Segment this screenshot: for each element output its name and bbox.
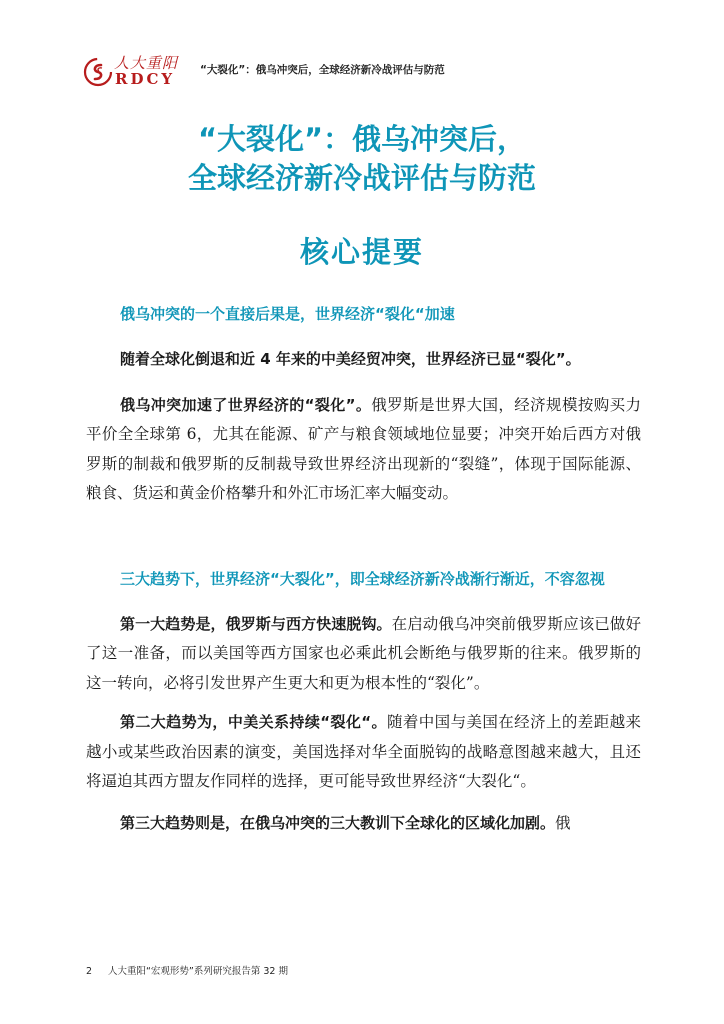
document-title bbox=[0, 120, 724, 198]
page-footer bbox=[86, 963, 288, 977]
paragraph bbox=[86, 809, 641, 839]
page-number: 2 bbox=[86, 966, 93, 977]
paragraph-lead: 第三大趋势则是，在俄乌冲突的三大教训下全球化的区域化加剧。 bbox=[120, 813, 556, 832]
paragraph bbox=[86, 391, 641, 509]
paragraph-body: 俄 bbox=[555, 813, 571, 832]
paragraph-body: 随着中国与美国在经济上的差距越来越小或某些政治因素的演变，美国选择对华全面脱钩的战略意图越来越大，且还将逼迫其西方盟友作同样的选择，更可能导致世界经济“大裂化“。 bbox=[86, 713, 641, 790]
footer-series-text: 人大重阳“宏观形势”系列研究报告第 32 期 bbox=[108, 966, 288, 977]
paragraph-lead: 第二大趋势为，中美关系持续“裂化“。 bbox=[120, 713, 387, 731]
paragraph-lead: 随着全球化倒退和近 4 年来的中美经贸冲突，世界经济已显“裂化”。 bbox=[120, 350, 581, 368]
rdcy-emblem-icon bbox=[82, 56, 114, 88]
paragraph bbox=[86, 345, 641, 375]
main-content bbox=[86, 300, 641, 838]
running-header-title: “大裂化”：俄乌冲突后，全球经济新冷战评估与防范 bbox=[200, 64, 445, 76]
paragraph bbox=[86, 610, 641, 699]
title-line-1: “大裂化”：俄乌冲突后， bbox=[197, 122, 527, 156]
section-heading: 三大趋势下，世界经济“大裂化”，即全球经济新冷战渐行渐近，不容忽视 bbox=[120, 569, 605, 588]
section-heading: 俄乌冲突的一个直接后果是，世界经济“裂化“加速 bbox=[120, 305, 455, 323]
paragraph bbox=[86, 708, 641, 797]
paragraph-lead: 俄乌冲突加速了世界经济的“裂化”。 bbox=[120, 395, 372, 414]
page-header bbox=[82, 52, 642, 92]
section-subtitle: 核心提要 bbox=[299, 235, 424, 269]
logo-chinese-text: 人大重阳 bbox=[114, 54, 179, 72]
paragraph-lead: 第一大趋势是，俄罗斯与西方快速脱钩。 bbox=[120, 614, 392, 633]
rdcy-logo bbox=[82, 52, 182, 92]
logo-english-text: RDCY bbox=[115, 70, 176, 88]
paragraph-body: 俄罗斯是世界大国，经济规模按购买力平价全全球第 6，尤其在能源、矿产与粮食领域地位显要；冲突开始后西方对俄罗斯的制裁和俄罗斯的反制裁导致世界经济出现新的“裂缝”，体现于国际能源、粮食、货运和黄金价格攀升和外汇市场汇率大幅变动。 bbox=[86, 395, 641, 502]
title-line-2: 全球经济新冷战评估与防范 bbox=[187, 161, 536, 195]
paragraph-body: 在启动俄乌冲突前俄罗斯应该已做好了这一准备，而以美国等西方国家也必乘此机会断绝与俄罗斯的往来。俄罗斯的这一转向，必将引发世界产生更大和更为根本性的“裂化”。 bbox=[86, 614, 641, 692]
